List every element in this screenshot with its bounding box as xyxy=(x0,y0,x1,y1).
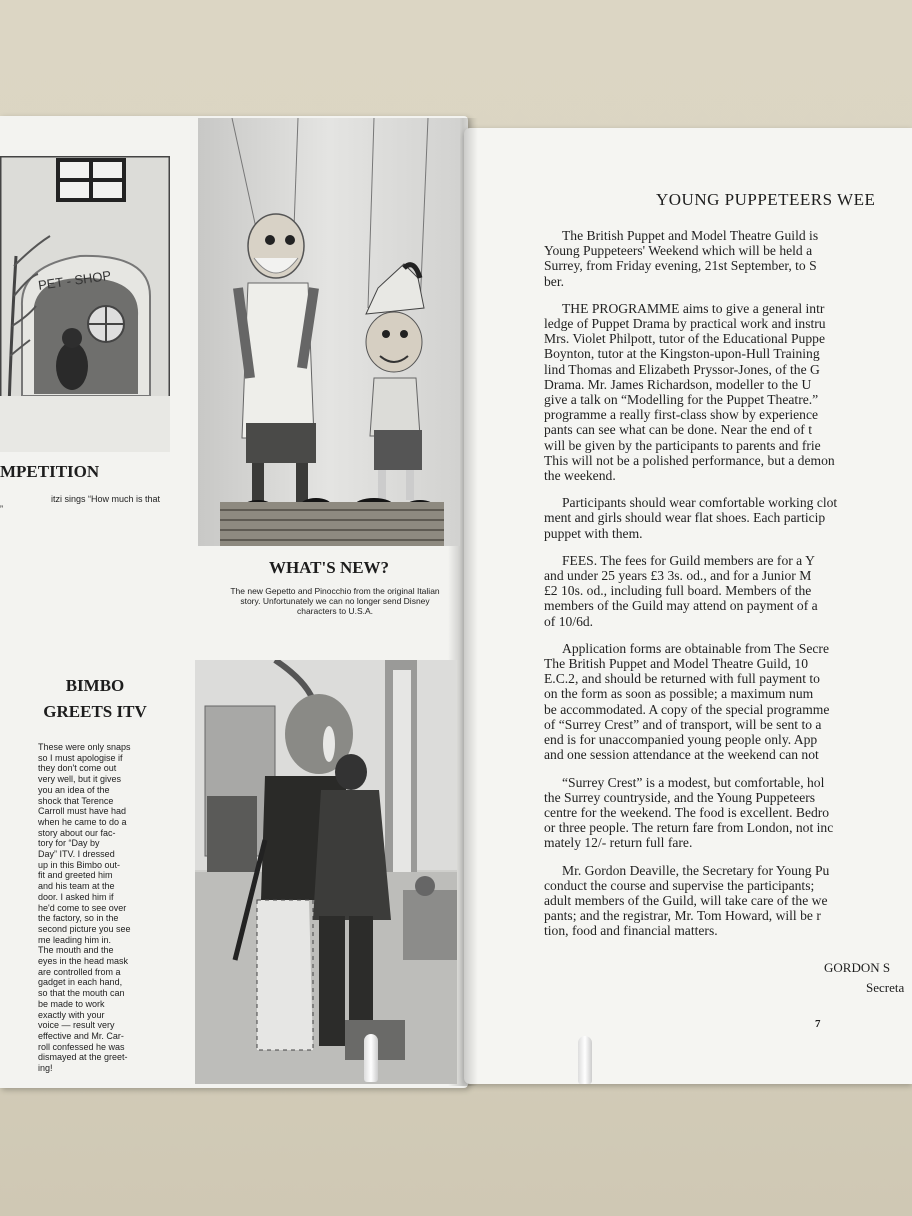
paragraph-programme: THE PROGRAMME aims to give a general intr ledge of Puppet Drama by practical work and instru Mrs. Violet Philpott, tutor of the Educational Puppe Boynton, tutor at the Kingston-upon-Hull Training lind Thomas and Elizabeth Pryssor-Jones, of the G Drama. Mr. James Richardson, modeller to the U give a talk on “Modelling for the Puppet Theatre.” programme a really first-class show by experience pants can see what can be done. Near the end of t will be given by the participants to parents and frie This will not be a polished performance, but a demon the weekend. xyxy=(544,300,835,484)
bimbo-heading-2: GREETS ITV xyxy=(43,702,147,721)
bimbo-heading-1: BIMBO xyxy=(65,676,125,695)
paragraph-staff: Mr. Gordon Deaville, the Secretary for Young Pu conduct the course and supervise the participants; adult members of the Guild, will take care of the we pants; and the registrar, Mr. Tom Howard, will be r tion, food and financial matters. xyxy=(544,862,830,939)
gepetto-pinocchio-photo xyxy=(198,118,460,546)
signature-title: Secreta xyxy=(866,980,905,995)
competition-caption-1: itzi sings “How much is that xyxy=(50,494,160,504)
paragraph-clothing: Participants should wear comfortable working clot ment and girls should wear flat shoes. Each particip puppet with them. xyxy=(544,495,838,541)
book-stand-left xyxy=(364,1034,378,1082)
article-body xyxy=(544,228,912,951)
paragraph-intro: The British Puppet and Model Theatre Guild is Young Puppeteers' Weekend which will be held a Surrey, from Friday evening, 21st September, to S ber. xyxy=(544,228,819,289)
competition-photo xyxy=(0,156,170,452)
pet-shop-sign: PET - SHOP xyxy=(37,267,112,293)
paragraph-application: Application forms are obtainable from The Secre The British Puppet and Model Theatre Guild, 10 E.C.2, and should be returned with full payment to on the form as soon as possible; a maximum num be accommodated. A copy of the special programme of “Surrey Crest” and of transport, will be sent to a end is for unaccompanied young people only. App and one session attendance at the weekend can not xyxy=(544,640,830,763)
bimbo-photo xyxy=(195,660,457,1084)
signature-name: GORDON S xyxy=(824,960,891,975)
paragraph-fees: FEES. The fees for Guild members are for a Y and under 25 years £3 3s. od., and for a Junior M £2 10s. od., including full board. Members of the members of the Guild may attend on payment of a of 10/6d. xyxy=(544,552,818,629)
whats-new-heading: WHAT'S NEW? xyxy=(268,558,390,577)
paragraph-surrey-crest: “Surrey Crest” is a modest, but comfortable, hol the Surrey countryside, and the Young Puppeteers centre for the weekend. The food is excellent. Bedro or three people. The return fare from London, not inc mately 12/- return full fare. xyxy=(544,774,834,851)
competition-caption-2: ” xyxy=(0,504,3,514)
book-stand-right xyxy=(578,1036,592,1084)
bimbo-article-body: These were only snaps so I must apologise if they don't come out very well, but it gives you an idea of the shock that Terence Carroll must have had when he came to do a story about our fac- tory for “Day by Day” ITV. I dressed up in this Bimbo out- fit and greeted him and his team at the door. I asked him if he'd come to see over the factory, so in the second picture you see me leading him in. The mouth and the eyes in the head mask are controlled from a gadget in each hand, so that the mouth can be made to work exactly with your voice — result very effective and Mr. Car- roll confessed he was dismayed at the greet- ing! xyxy=(38,742,131,1074)
page-number: 7 xyxy=(815,1018,821,1030)
whats-new-caption: The new Gepetto and Pinocchio from the original Italian story. Unfortunately we can no longer send Disney characters to U.S.A. xyxy=(230,586,440,616)
article-title: YOUNG PUPPETEERS WEE xyxy=(656,190,876,209)
competition-heading: MPETITION xyxy=(0,462,100,481)
